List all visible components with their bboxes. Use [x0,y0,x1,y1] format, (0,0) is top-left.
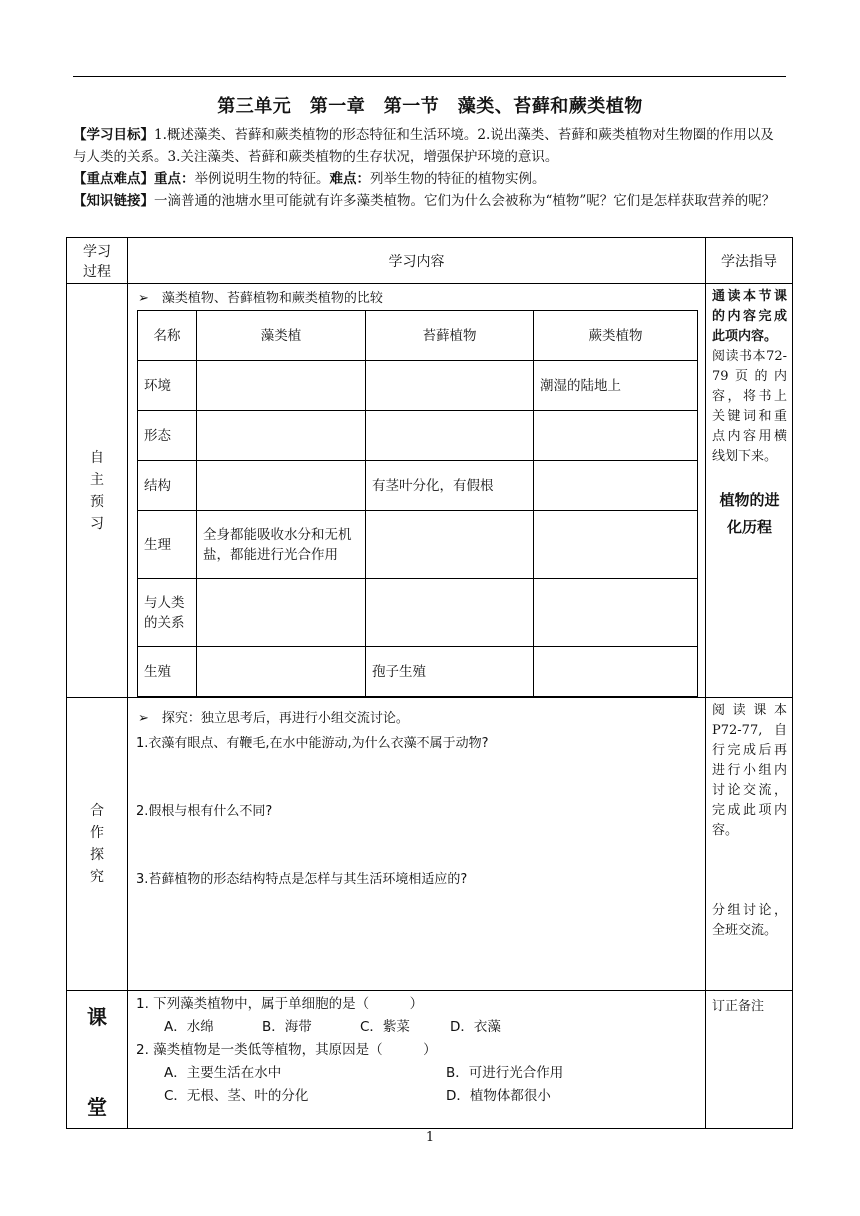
row-label: 生理 [138,511,197,579]
page-title: 第三单元 第一章 第一节 藻类、苔藓和蕨类植物 [217,96,643,117]
header-process-line2: 过程 [83,263,111,280]
cell-fern[interactable] [534,647,698,697]
option[interactable]: B．可进行光合作用 [446,1065,564,1081]
intro-block [73,124,786,212]
cell-moss[interactable] [366,361,534,411]
coop-content [128,698,706,991]
classroom-label-bottom: 堂 [87,1095,107,1119]
option[interactable]: B．海带 [262,1019,312,1035]
coop-label-char: 作 [90,825,104,841]
classroom-label [67,991,128,1129]
compare-table [137,310,698,697]
header-content: 学习内容 [128,238,706,284]
cell-algae[interactable] [197,647,366,697]
option[interactable]: D．植物体都很小 [446,1088,551,1104]
question-3: 3.苔藓植物的形态结构特点是怎样与其生活环境相适应的? [136,872,468,887]
evolution-line1: 植物的进 [719,491,780,509]
learning-goal [73,124,786,168]
table-row [138,411,698,461]
cell-algae[interactable] [197,579,366,647]
question-1: 1.衣藻有眼点、有鞭毛,在水中能游动,为什么衣藻不属于动物? [136,736,489,751]
coop-guide-text-2: 分组讨论，全班交流。 [712,903,787,938]
top-rule [73,76,786,77]
key-label: 【重点难点】 [73,171,154,187]
cell-fern[interactable] [534,461,698,511]
key-points [73,168,786,190]
key-b-text: 列举生物的特征的植物实例。 [370,171,546,187]
question-2: 2.假根与根有什么不同? [136,804,273,819]
coop-guide [706,698,793,991]
preview-content [128,284,706,698]
exercise-2: 2. 藻类植物是一类低等植物，其原因是（ ） [136,1042,437,1058]
table-row [138,647,698,697]
row-label: 形态 [138,411,197,461]
goal-text: 1.概述藻类、苔藓和蕨类植物的形态特征和生活环境。2.说出藻类、苔藓和蕨类植物对生物圈的作用以及与人类的关系。3.关注藻类、苔藓和蕨类植物的生存状况，增强保护环境的意识。 [73,127,774,165]
table-row [138,511,698,579]
table-row [138,461,698,511]
cell-moss[interactable]: 有茎叶分化，有假根 [366,461,534,511]
cell-fern[interactable] [534,411,698,461]
cell-moss[interactable]: 孢子生殖 [366,647,534,697]
classroom-exercises [128,991,706,1129]
coop-heading: ➢ 探究：独立思考后，再进行小组交流讨论。 [138,711,409,726]
coop-row [67,698,793,991]
header-process [67,238,128,284]
key-a-text: 举例说明生物的特征。 [194,171,330,187]
knowledge-link [73,190,786,212]
cell-fern[interactable] [534,511,698,579]
worksheet-table [66,237,793,1129]
link-label: 【知识链接】 [73,193,154,209]
cell-algae[interactable] [197,361,366,411]
table-row [138,361,698,411]
row-label: 生殖 [138,647,197,697]
cell-fern[interactable] [534,579,698,647]
cell-fern[interactable]: 潮湿的陆地上 [534,361,698,411]
col-algae: 藻类植 [197,311,366,361]
goal-label: 【学习目标】 [73,127,154,143]
option[interactable]: D．衣藻 [450,1019,501,1035]
exercise-2-options-row1 [136,1062,705,1085]
classroom-row [67,991,793,1129]
key-b-label: 难点： [329,171,370,187]
coop-label [67,698,128,991]
page-number: 1 [425,1130,435,1145]
guide-text: 阅读书本72-79页的内容，将书上关键词和重点内容用横线划下来。 [712,349,787,464]
compare-header-row [138,311,698,361]
coop-label-char: 合 [90,803,104,819]
cell-algae[interactable] [197,461,366,511]
col-moss: 苔藓植物 [366,311,534,361]
preview-label [67,284,128,698]
preview-label-char: 自 [90,449,104,466]
classroom-guide: 订正备注 [706,991,793,1129]
option[interactable]: C．紫菜 [360,1019,410,1035]
key-a-label: 重点： [154,171,195,187]
classroom-label-top: 课 [87,1005,107,1029]
exercise-1-options [136,1016,705,1039]
cell-algae[interactable]: 全身都能吸收水分和无机盐，都能进行光合作用 [197,511,366,579]
preview-guide [706,284,793,698]
exercise-1: 1. 下列藻类植物中，属于单细胞的是（ ） [136,996,424,1012]
row-label: 环境 [138,361,197,411]
coop-guide-text: 阅读课本P72-77,自行完成后再进行小组内讨论交流，完成此项内容。 [712,703,787,838]
evolution-label [712,487,787,541]
option[interactable]: C．无根、茎、叶的分化 [164,1088,309,1104]
preview-label-char: 预 [90,493,104,510]
cell-algae[interactable] [197,411,366,461]
row-label: 结构 [138,461,197,511]
table-row [138,579,698,647]
exercise-2-options-row2 [136,1085,705,1108]
col-fern: 蕨类植物 [534,311,698,361]
cell-moss[interactable] [366,411,534,461]
header-guide: 学法指导 [706,238,793,284]
coop-label-char: 探 [90,847,104,863]
guide-bold-text: 通读本节课的内容完成此项内容。 [712,289,787,344]
preview-row [67,284,793,698]
preview-label-char: 习 [90,515,104,532]
option[interactable]: A．水绵 [164,1019,214,1035]
preview-label-char: 主 [90,471,104,488]
compare-heading: ➢ 藻类植物、苔藓植物和蕨类植物的比较 [138,291,383,306]
header-row [67,238,793,284]
evolution-line2: 化历程 [726,518,772,536]
coop-label-char: 究 [90,869,104,885]
col-name: 名称 [138,311,197,361]
cell-moss[interactable] [366,579,534,647]
link-text: 一滴普通的池塘水里可能就有许多藻类植物。它们为什么会被称为“植物”呢？它们是怎样获取营养的呢？ [154,193,776,209]
row-label: 与人类的关系 [138,579,197,647]
header-process-line1: 学习 [83,243,111,260]
cell-moss[interactable] [366,511,534,579]
option[interactable]: A．主要生活在水中 [164,1065,282,1081]
